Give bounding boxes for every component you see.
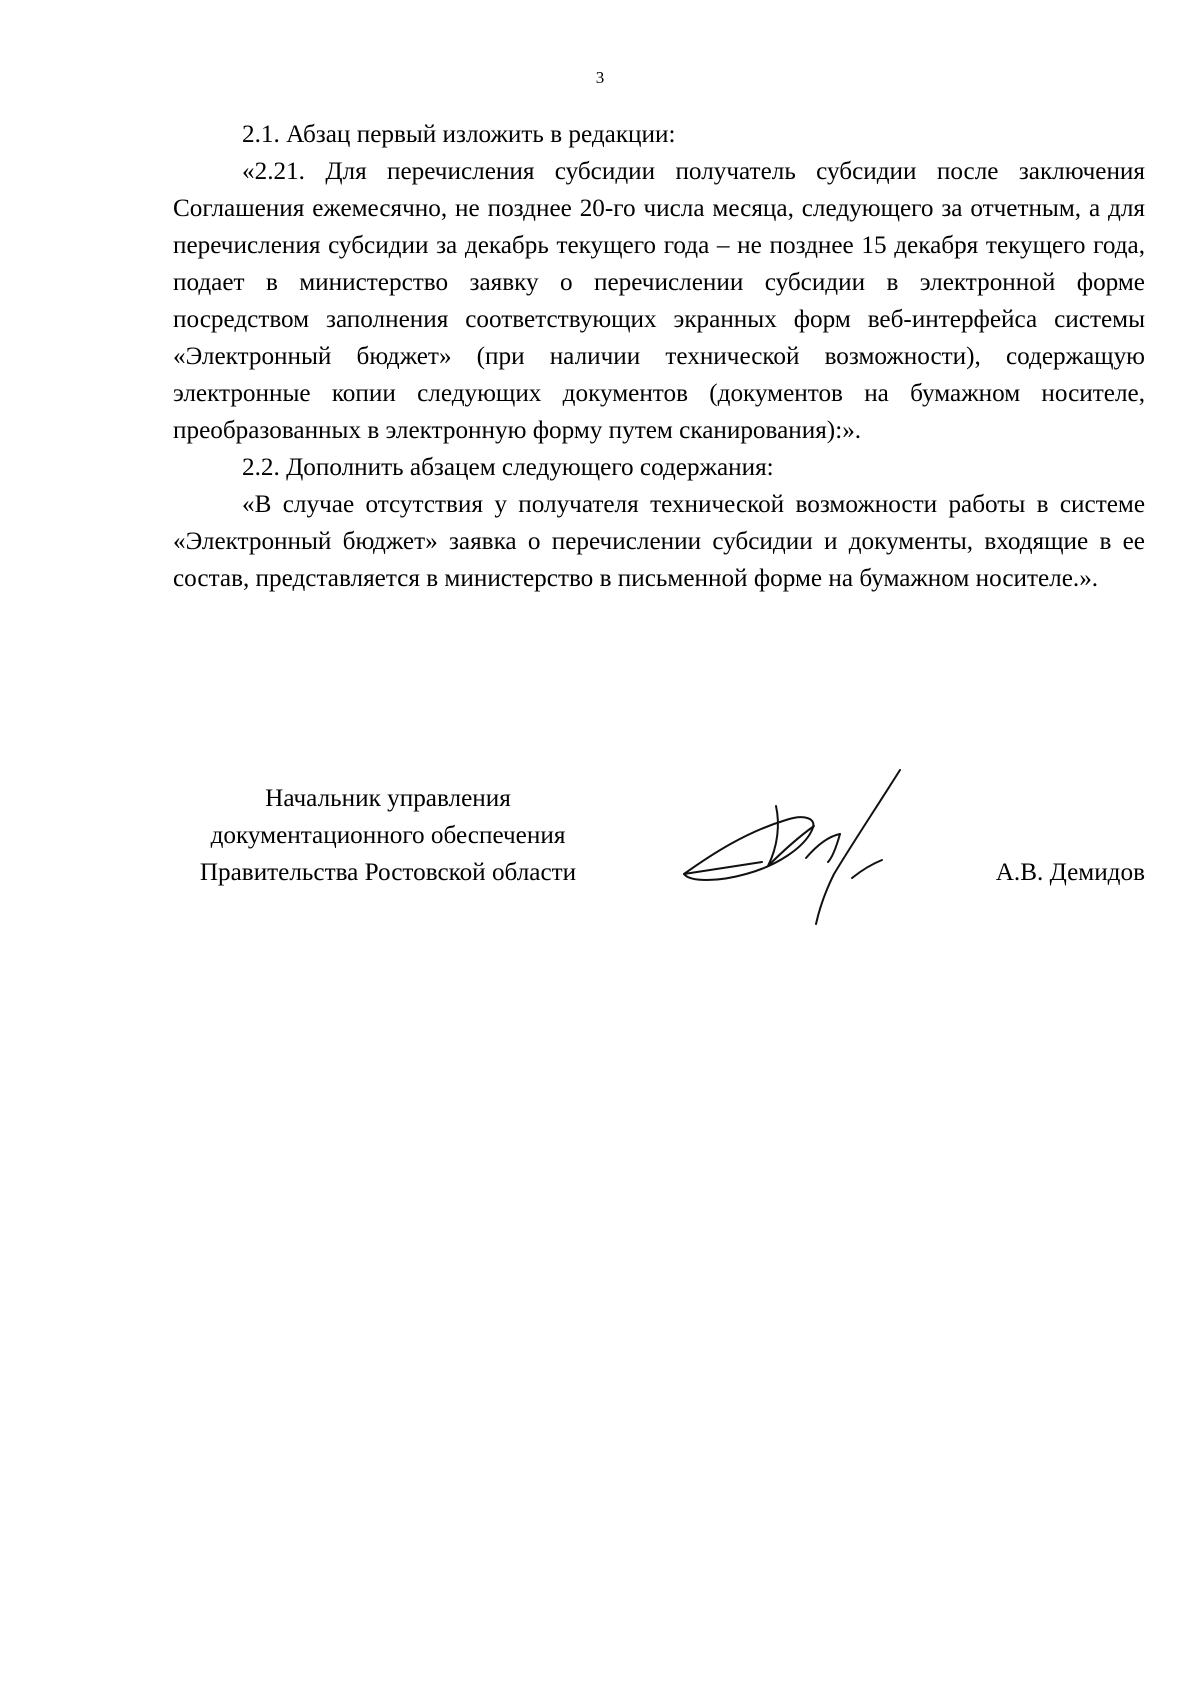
- paragraph-addition-text: «В случае отсутствия у получателя технической возможности работы в системе «Электронный бюджет» заявка о перечислении субсидии и документы, входящие в ее состав, представляется в министерство в письменной форме на бумажном носителе.».: [173, 491, 1145, 592]
- signer-position-line: Начальник управления: [265, 785, 511, 812]
- page-number: 3: [595, 68, 605, 87]
- document-body: [173, 116, 1145, 597]
- signer-position: [173, 780, 603, 891]
- paragraph-2-1: 2.1. Абзац первый изложить в редакции:: [242, 121, 676, 148]
- signer-position-line: документационного обеспечения: [210, 822, 566, 849]
- paragraph-2-21-text: «2.21. Для перечисления субсидии получатель субсидии после заключения Соглашения ежемесячно, не позднее 20-го числа месяца, следующего за отчетным, а для перечисления субсидии за декабрь текущего года – не позднее 15 декабря текущего года, подает в министерство заявку о перечислении субсидии в электронной форме посредством заполнения соответствующих экранных форм веб-интерфейса системы «Электронный бюджет» (при наличии технической возможности), содержащую электронные копии следующих документов (документов на бумажном носителе, преобразованных в электронную форму путем сканирования):».: [173, 158, 1145, 444]
- signer-position-line: Правительства Ростовской области: [199, 859, 577, 886]
- handwritten-signature-icon: [676, 762, 916, 932]
- signer-name: А.В. Демидов: [995, 859, 1145, 886]
- paragraph-2-2: 2.2. Дополнить абзацем следующего содержания:: [242, 454, 774, 481]
- signature-block: [173, 780, 1145, 940]
